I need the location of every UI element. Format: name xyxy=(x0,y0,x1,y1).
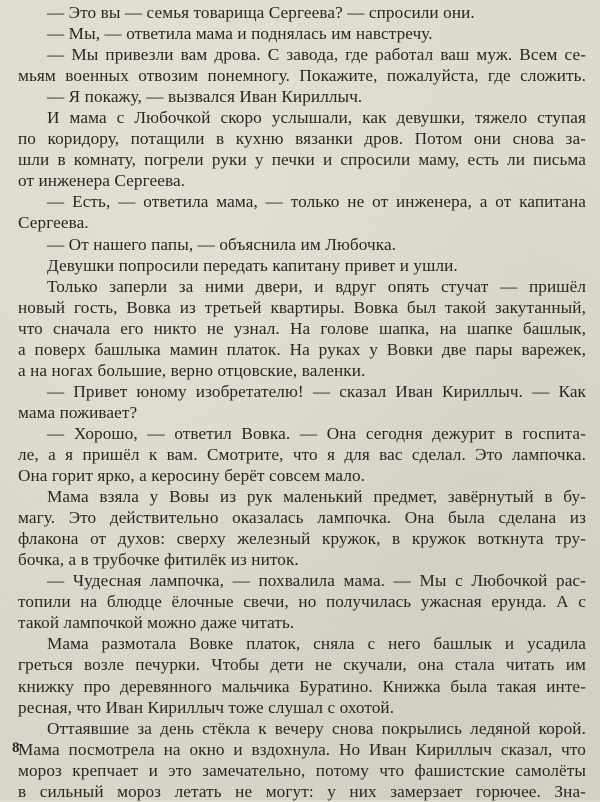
text-line: — Мы, — ответила мама и поднялась им навстречу. xyxy=(47,24,433,44)
text-line: Сергеева. xyxy=(18,213,89,233)
text-line: Только заперли за ними двери, и вдруг опять стучат — пришёл xyxy=(47,276,586,296)
text-line: — Привет юному изобретателю! — сказал Иван Кириллыч. — Как xyxy=(47,381,586,401)
text-line: от инженера Сергеева. xyxy=(18,171,186,191)
text-line: — Я покажу, — вызвался Иван Кириллыч. xyxy=(47,87,363,107)
text-line: Мама размотала Вовке платок, сняла с него башлык и усадила xyxy=(47,634,586,654)
text-line: мама поживает? xyxy=(18,402,138,422)
text-line: новый гость, Вовка из третьей квартиры. Вовка был такой закутанный, xyxy=(18,297,586,317)
page-number: 8 xyxy=(12,740,20,756)
text-line: что сначала его никто не узнал. На голове шапка, на шапке башлык, xyxy=(18,318,586,338)
text-line: топили на блюдце ёлочные свечи, но получилась ужасная ерунда. А с xyxy=(18,592,586,612)
text-line: — Есть, — ответила мама, — только не от инженера, а от капитана xyxy=(47,192,586,212)
text-line: И мама с Любочкой скоро услышали, как девушки, тяжело ступая xyxy=(47,108,586,128)
text-line: — Мы привезли вам дрова. С завода, где работал ваш муж. Всем се- xyxy=(47,45,586,65)
text-line: флакона от духов: сверху железный кружок, в кружок воткнута тру- xyxy=(18,529,586,549)
text-line: мьям военных отвозим понемногу. Покажите, пожалуйста, где сложить. xyxy=(18,66,586,86)
text-line: ле, а я пришёл к вам. Смотрите, что я для вас сделал. Это лампочка. xyxy=(18,444,586,464)
text-line: бочка, а в трубочке фитилёк из ниток. xyxy=(18,550,299,570)
text-line: в сильный мороз летать не могут: у них замерзает горючее. Зна- xyxy=(18,781,586,801)
text-line: мороз крепчает и это замечательно, потому что фашистские самолёты xyxy=(18,760,586,780)
text-line: Мама взяла у Вовы из рук маленький предмет, завёрнутый в бу- xyxy=(47,487,586,507)
text-line: — Чудесная лампочка, — похвалила мама. — Мы с Любочкой рас- xyxy=(47,571,586,591)
text-line: — От нашего папы, — объяснила им Любочка. xyxy=(47,234,397,254)
text-line: — Хорошо, — ответил Вовка. — Она сегодня дежурит в госпита- xyxy=(47,423,586,443)
book-page-text xyxy=(18,2,586,802)
text-line: такой лампочкой можно даже читать. xyxy=(18,613,295,633)
text-line: — Это вы — семья товарища Сергеева? — спросили они. xyxy=(47,3,475,22)
text-line: греться возле печурки. Чтобы дети не скучали, она стала читать им xyxy=(18,655,586,675)
text-line: Девушки попросили передать капитану привет и ушли. xyxy=(47,255,458,275)
text-line: Она горит ярко, а керосину берёт совсем мало. xyxy=(18,466,366,486)
text-line: а на ногах большие, верно отцовские, валенки. xyxy=(18,360,366,380)
text-line: а поверх башлыка мамин платок. На руках у Вовки две пары варежек, xyxy=(18,339,586,359)
text-line: Оттаявшие за день стёкла к вечеру снова покрылись ледяной корой. xyxy=(47,718,586,738)
text-line: магу. Это действительно оказалась лампочка. Она была сделана из xyxy=(18,508,586,528)
text-line: книжку про деревянного мальчика Буратино. Книжка была такая инте- xyxy=(18,676,586,696)
text-line: ресная, что Иван Кириллыч тоже слушал с охотой. xyxy=(18,697,395,717)
text-line: по коридору, потащили в кухню вязанки дров. Потом они снова за- xyxy=(18,129,586,149)
text-line: Мама посмотрела на окно и вздохнула. Но Иван Кириллыч сказал, что xyxy=(18,739,586,759)
text-line: шли в комнату, погрели руки у печки и спросили маму, есть ли письма xyxy=(18,150,586,170)
